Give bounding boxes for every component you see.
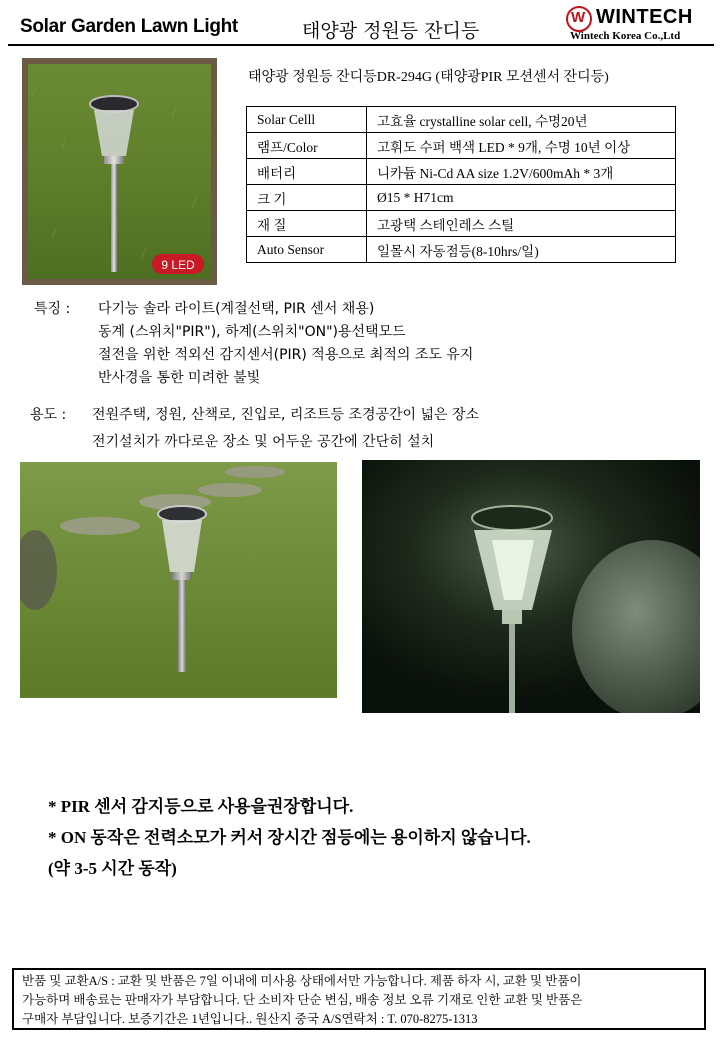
logo-company-name: Wintech Korea Co.,Ltd bbox=[570, 30, 681, 42]
lawn-night-photo bbox=[362, 460, 700, 713]
spec-value: Ø15 * H71cm bbox=[367, 185, 676, 211]
lawn-day-photo-image bbox=[20, 462, 337, 698]
features-label: 특징 : bbox=[34, 301, 71, 317]
header-title-english: Solar Garden Lawn Light bbox=[20, 16, 238, 37]
header-title-korean: 태양광 정원등 잔디등 bbox=[302, 20, 480, 42]
feature-line: 반사경을 통한 미려한 불빛 bbox=[98, 370, 261, 386]
lawn-day-photo bbox=[20, 462, 337, 698]
policy-line: 반품 및 교환A/S : 교환 및 반품은 7일 이내에 미사용 상태에서만 가능합니다. 제품 하자 시, 교환 및 반품이 bbox=[22, 974, 582, 988]
spec-table bbox=[246, 106, 676, 263]
feature-line: 절전을 위한 적외선 감지센서(PIR) 적용으로 최적의 조도 유지 bbox=[98, 347, 474, 363]
led-badge: 9 LED bbox=[161, 258, 195, 272]
spec-value: 니카듐 Ni-Cd AA size 1.2V/600mAh * 3개 bbox=[367, 159, 676, 185]
spec-label: Solar Celll bbox=[247, 107, 367, 133]
spec-value: 일몰시 자동점등(8-10hrs/일) bbox=[367, 237, 676, 263]
wintech-logo-icon: W bbox=[566, 6, 592, 32]
feature-line: 동계 (스위치"PIR"), 하계(스위치"ON")용선택모드 bbox=[98, 324, 406, 340]
spec-value: 고광택 스테인레스 스틸 bbox=[367, 211, 676, 237]
spec-value: 고휘도 수퍼 백색 LED * 9개, 수명 10년 이상 bbox=[367, 133, 676, 159]
policy-line: 가능하며 배송료는 판매자가 부담합니다. 단 소비자 단순 변심, 배송 정보 오류 기재로 인한 교환 및 반품은 bbox=[22, 993, 583, 1007]
usage-line: 전원주택, 정원, 산책로, 진입로, 리조트등 조경공간이 넓은 장소 bbox=[92, 407, 480, 423]
company-logo bbox=[566, 3, 712, 43]
header-divider bbox=[8, 44, 714, 46]
note-line: * PIR 센서 감지등으로 사용을권장합니다. bbox=[48, 797, 354, 816]
policy-line: 구매자 부담입니다. 보증기간은 1년입니다.. 원산지 중국 A/S연락처 : T. 070-8275-1313 bbox=[22, 1012, 478, 1026]
spec-row bbox=[247, 211, 676, 237]
note-line: (약 3-5 시간 동작) bbox=[48, 859, 177, 878]
product-model-title: 태양광 정원등 잔디등DR-294G (태양광PIR 모션센서 잔디등) bbox=[248, 70, 609, 85]
product-photo-image bbox=[22, 58, 217, 285]
lawn-night-photo-image bbox=[362, 460, 700, 713]
spec-label: 재 질 bbox=[247, 211, 367, 237]
spec-row bbox=[247, 185, 676, 211]
spec-row bbox=[247, 237, 676, 263]
usage-line: 전기설치가 까다로운 장소 및 어두운 공간에 간단히 설치 bbox=[92, 434, 435, 450]
spec-row bbox=[247, 107, 676, 133]
spec-label: Auto Sensor bbox=[247, 237, 367, 263]
spec-label: 크 기 bbox=[247, 185, 367, 211]
spec-label: 램프/Color bbox=[247, 133, 367, 159]
usage-label: 용도 : bbox=[30, 407, 67, 423]
logo-brand-name: WINTECH bbox=[596, 6, 693, 28]
feature-line: 다기능 솔라 라이트(계절선택, PIR 센서 채용) bbox=[98, 301, 375, 317]
spec-row bbox=[247, 159, 676, 185]
note-line: * ON 동작은 전력소모가 커서 장시간 점등에는 용이하지 않습니다. bbox=[48, 828, 531, 847]
spec-label: 배터리 bbox=[247, 159, 367, 185]
return-policy-box bbox=[12, 968, 706, 1030]
product-photo bbox=[22, 58, 217, 285]
spec-value: 고효율 crystalline solar cell, 수명20년 bbox=[367, 107, 676, 133]
spec-row bbox=[247, 133, 676, 159]
